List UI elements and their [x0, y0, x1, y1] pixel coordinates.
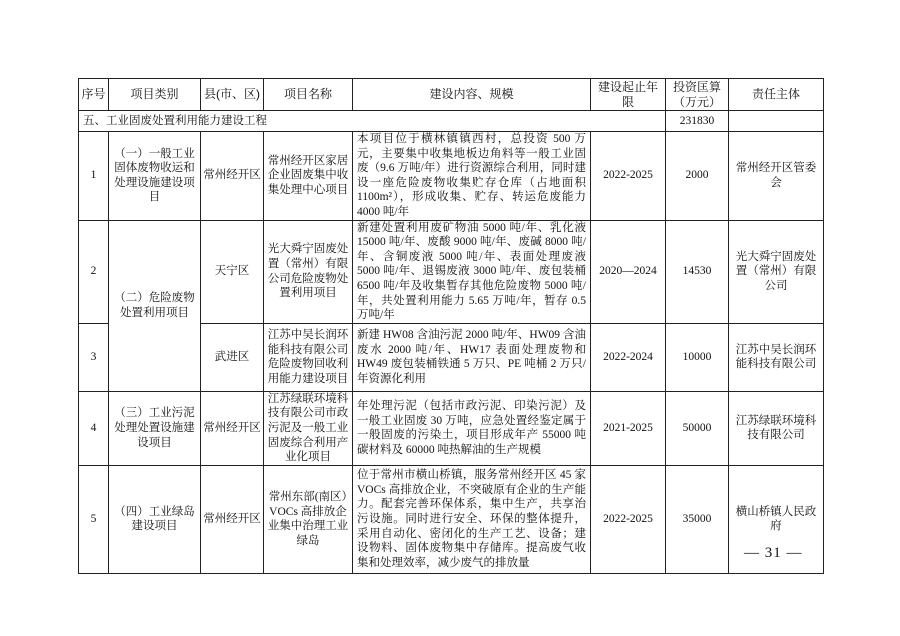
row-investment: 35000 [666, 465, 729, 573]
row-district: 天宁区 [201, 220, 264, 323]
row-investment: 2000 [666, 132, 729, 221]
row-period: 2022-2025 [591, 465, 666, 573]
row-owner: 江苏中吴长润环能科技有限公司 [729, 323, 824, 391]
header-no: 序号 [79, 79, 109, 111]
row-investment: 10000 [666, 323, 729, 391]
row-period: 2021-2025 [591, 391, 666, 465]
row-content: 本项目位于横林镇镇西村，总投资 500 万元，主要集中收集地板边角料等一般工业固废（9.6 万吨/年）进行资源综合利用，同时建设一座危险废物收集贮存仓库（占地面积 1100m²），形成收集、贮存、转运危废能力 4000 吨/年 [353, 132, 591, 221]
row-owner: 常州经开区管委会 [729, 132, 824, 221]
header-owner: 责任主体 [729, 79, 824, 111]
row-content: 新建 HW08 含油污泥 2000 吨/年、HW09 含油废水 2000 吨/年、HW17 表面处理废物和 HW49 废包装桶铁通 5 万只、PE 吨桶 2 万只/年资源化利用 [353, 323, 591, 391]
table-row [79, 465, 824, 573]
row-name: 常州东部(南区）VOCs 高排放企业集中治理工业绿岛 [264, 465, 353, 573]
row-name: 江苏中吴长润环能科技有限公司危险废物回收利用能力建设项目 [264, 323, 353, 391]
row-period: 2022-2025 [591, 132, 666, 221]
page-number: — 31 — [744, 545, 803, 561]
row-category: （二）危险废物处置利用项目 [109, 220, 201, 391]
header-name: 项目名称 [264, 79, 353, 111]
header-district: 县(市、区) [201, 79, 264, 111]
row-no: 5 [79, 465, 109, 573]
row-district: 常州经开区 [201, 132, 264, 221]
row-content: 新建处置利用废矿物油 5000 吨/年、乳化液 15000 吨/年、废酸 9000 吨/年、废碱 8000 吨/年、含铜废液 5000 吨/年、表面处理废液 5000 吨/年、退锡废液 3000 吨/年、废包装桶 6500 吨/年及收集暂存其他危险废物 5000 吨/年，共处置利用能力 5.65 万吨/年，暂存 0.5 万吨/年 [353, 220, 591, 323]
row-district: 常州经开区 [201, 465, 264, 573]
row-no: 4 [79, 391, 109, 465]
header-category: 项目类别 [109, 79, 201, 111]
row-no: 1 [79, 132, 109, 221]
row-period: 2020—2024 [591, 220, 666, 323]
table-row [79, 220, 824, 323]
row-no: 2 [79, 220, 109, 323]
row-content: 位于常州市横山桥镇，服务常州经开区 45 家 VOCs 高排放企业，不突破原有企业的生产能力。配套完善环保体系，集中生产，共享治污设施。同时进行安全、环保的整体提升，采用自动化、密闭化的生产工艺、设备；建设物料、固体废物集中存储库。提高废气收集和处理效率，减少废气的排放量 [353, 465, 591, 573]
row-no: 3 [79, 323, 109, 391]
header-period: 建设起止年限 [591, 79, 666, 111]
row-name: 光大舜宁固废处置（常州）有限公司危险废物处置利用项目 [264, 220, 353, 323]
section-row [79, 111, 824, 132]
header-content: 建设内容、规模 [353, 79, 591, 111]
row-owner: 江苏绿联环境科技有限公司 [729, 391, 824, 465]
row-owner: 光大舜宁固废处置（常州）有限公司 [729, 220, 824, 323]
row-period: 2022-2024 [591, 323, 666, 391]
empty-cell [729, 111, 824, 132]
row-name: 江苏绿联环境科技有限公司市政污泥及一般工业固废综合利用产业化项目 [264, 391, 353, 465]
header-row [79, 79, 824, 111]
header-investment: 投资匡算（万元） [666, 79, 729, 111]
row-content: 年处理污泥（包括市政污泥、印染污泥）及一般工业固废 30 万吨，应急处置经鉴定属于一般固废的污染土，项目形成年产 55000 吨碳材料及 60000 吨热解油的生产规模 [353, 391, 591, 465]
row-category: （四）工业绿岛建设项目 [109, 465, 201, 573]
section-investment: 231830 [666, 111, 729, 132]
row-name: 常州经开区家居企业固废集中收集处理中心项目 [264, 132, 353, 221]
row-investment: 50000 [666, 391, 729, 465]
row-category: （一）一般工业固体废物收运和处理设施建设项目 [109, 132, 201, 221]
project-table [78, 78, 824, 574]
table-row [79, 391, 824, 465]
table-row [79, 132, 824, 221]
row-district: 常州经开区 [201, 391, 264, 465]
row-investment: 14530 [666, 220, 729, 323]
row-district: 武进区 [201, 323, 264, 391]
row-category: （三）工业污泥处理处置设施建设项目 [109, 391, 201, 465]
section-title: 五、工业固废处置利用能力建设工程 [79, 111, 666, 132]
row-owner: 横山桥镇人民政府 [729, 465, 824, 573]
